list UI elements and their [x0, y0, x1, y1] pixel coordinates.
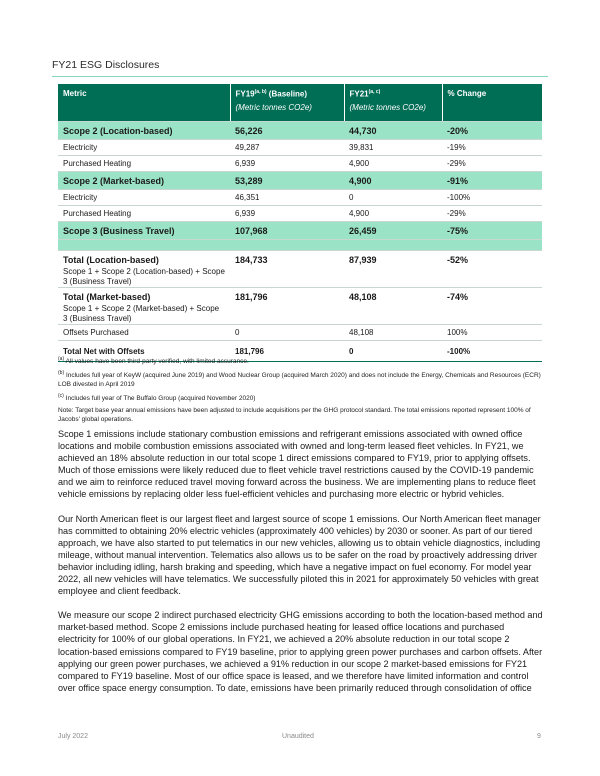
table-row: Total (Location-based) Scope 1 + Scope 2 (Location-based) + Scope 3 (Business Travel) 184,733 87,939 -52%: [58, 251, 542, 288]
table-row: Scope 3 (Business Travel) 107,968 26,459 -75%: [58, 222, 542, 240]
header-fy19: FY19$^{(a, b)}$ (Baseline) (Metric tonnes CO2e): [230, 84, 344, 122]
header-fy21: FY21$^{(a, c)}$ (Metric tonnes CO2e): [344, 84, 442, 122]
header-metric: Metric: [58, 84, 230, 122]
table-footnotes: [58, 355, 542, 427]
footnote-c: $^{(c)}$ Includes full year of The Buffalo Group (acquired November 2020): [58, 393, 256, 403]
table-row: Total (Market-based) Scope 1 + Scope 2 (Market-based) + Scope 3 (Business Travel) 181,796 48,108 -74%: [58, 288, 542, 325]
table-row: Scope 2 (Location-based) 56,226 44,730 -20%: [58, 122, 542, 140]
emissions-table: [58, 84, 542, 362]
footer-date: July 2022: [58, 733, 88, 740]
body-text: [58, 428, 544, 706]
footer-status: Unaudited: [282, 733, 314, 740]
table-row: Total Net with Offsets 181,796 0 -100%: [58, 341, 542, 362]
title-divider: [52, 76, 548, 77]
page-title: FY21 ESG Disclosures: [52, 59, 160, 71]
table-row: Offsets Purchased 0 48,108 100%: [58, 325, 542, 341]
table-row: Scope 2 (Market-based) 53,289 4,900 -91%: [58, 172, 542, 190]
page-number: 9: [537, 733, 541, 740]
table-row: Purchased Heating 6,939 4,900 -29%: [58, 206, 542, 222]
paragraph-scope1: Scope 1 emissions include stationary combustion emissions and refrigerant emissions associated with owned office locations and mobile combustion emissions associated with owned and long-term leased fleet vehicles. In FY21, we achieved an 18% absolute reduction in our total scope 1 direct emissions compared to FY19, prior to applying offsets. Much of those emissions were likely reduced due to fleet vehicle travel restrictions caused by the COVID-19 pandemic and we aim to reinforce reduced travel moving forward across the business. We are implementing plans to reduce fleet vehicle emissions by replacing older less fuel-efficient vehicles and purchasing more electric or hybrid vehicles.: [58, 429, 536, 500]
table-row: Electricity 49,287 39,831 -19%: [58, 140, 542, 156]
table-row: Electricity 46,351 0 -100%: [58, 190, 542, 206]
header-change: % Change: [442, 84, 542, 122]
footnote-b: $^{(b)}$ Includes full year of KeyW (acquired June 2019) and Wood Nuclear Group (acquired March 2020) and does not include the Energy, Chemicals and Resources (ECR) LOB divested in April 2019: [58, 370, 541, 389]
paragraph-fleet: Our North American fleet is our largest fleet and largest source of scope 1 emissions. Our North American fleet manager has committed to obtaining 20% electric vehicles (approximately 400 vehicles) by 2030 or sooner. As part of our tiered approach, we have also started to put telematics in our new vehicles, allowing us to obtain vehicle diagnostics, including mileage, without manual intervention. Telematics also allows us to be safer on the road by proactively addressing driver behavior including idling, harsh braking and speeding, which have a negative impact on fuel economy. For model year 2022, all new vehicles will have telematics. We successfully piloted this in 2021 for approximately 50 vehicles with great employee and client feedback.: [58, 513, 541, 597]
paragraph-scope2: We measure our scope 2 indirect purchased electricity GHG emissions according to both the location-based method and market-based method. Scope 2 emissions include purchased heating for leased office locations and purchased electricity for 100% of our global operations. In FY21, we achieved a 20% absolute reduction in our total scope 2 location-based emissions compared to FY19 baseline, prior to applying green power purchases and carbon offsets. After applying our green power purchases, we achieved a 91% reduction in our scope 2 market-based emissions for FY21 compared to FY19 baseline. Most of our office space is leased, and we therefore have limited information and control over office space energy consumption. To date, emissions have been primarily reduced through consolidation of office: [58, 610, 543, 693]
table-header-row: [58, 84, 542, 122]
table-separator: [58, 240, 542, 251]
footnote-note: Note: Target base year annual emissions have been adjusted to include acquisitions per the GHG protocol standard. The total emissions reported represent 100% of Jacobs' global operations.: [58, 407, 531, 424]
footnote-a: $^{(a)}$ All values have been third-party verified, with limited assurance.: [58, 356, 249, 366]
table-row: Purchased Heating 6,939 4,900 -29%: [58, 156, 542, 172]
